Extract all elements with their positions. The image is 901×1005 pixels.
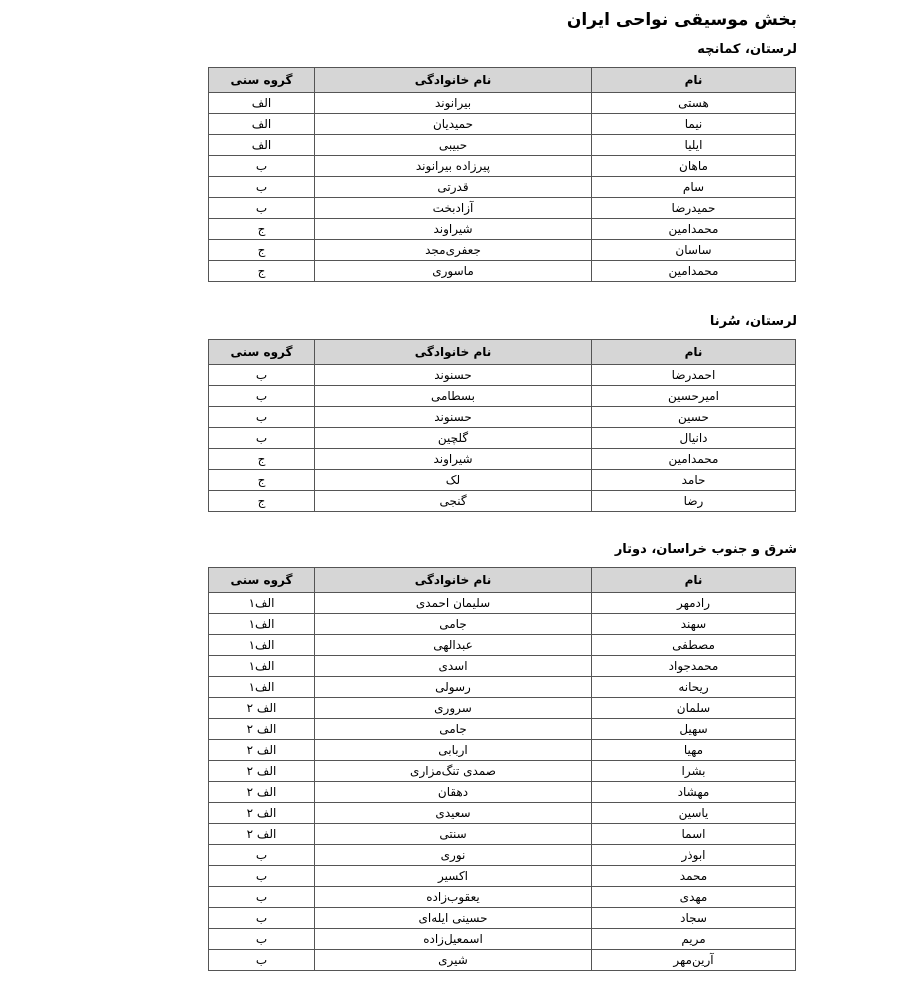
cell-age-group: الف۱ <box>209 656 315 677</box>
cell-name: رضا <box>592 491 796 512</box>
cell-age-group: ب <box>209 950 315 971</box>
cell-family: بیرانوند <box>315 93 592 114</box>
table-row <box>209 261 796 282</box>
cell-age-group: الف ۲ <box>209 803 315 824</box>
table-row <box>209 845 796 866</box>
cell-age-group: الف ۲ <box>209 698 315 719</box>
table-row <box>209 93 796 114</box>
table-row <box>209 824 796 845</box>
table-row <box>209 449 796 470</box>
cell-family: حبیبی <box>315 135 592 156</box>
cell-family: سعیدی <box>315 803 592 824</box>
cell-family: حسینی ایله‌ای <box>315 908 592 929</box>
table-row <box>209 386 796 407</box>
column-header-name: نام <box>592 68 796 93</box>
cell-age-group: الف۱ <box>209 593 315 614</box>
cell-age-group: ب <box>209 177 315 198</box>
table-row <box>209 491 796 512</box>
table-header-row <box>209 568 796 593</box>
cell-family: حسنوند <box>315 407 592 428</box>
roster-table <box>208 339 796 512</box>
roster-table <box>208 567 796 971</box>
cell-age-group: ج <box>209 491 315 512</box>
cell-age-group: ب <box>209 365 315 386</box>
cell-name: ایلیا <box>592 135 796 156</box>
cell-age-group: ج <box>209 470 315 491</box>
table-row <box>209 803 796 824</box>
table-row <box>209 407 796 428</box>
cell-age-group: ب <box>209 198 315 219</box>
cell-age-group: ب <box>209 407 315 428</box>
cell-family: گلچین <box>315 428 592 449</box>
cell-name: مهشاد <box>592 782 796 803</box>
table-row <box>209 198 796 219</box>
cell-family: آزادبخت <box>315 198 592 219</box>
cell-name: محمدامین <box>592 449 796 470</box>
cell-family: سروری <box>315 698 592 719</box>
table-row <box>209 740 796 761</box>
cell-family: صمدی تنگ‌مزاری <box>315 761 592 782</box>
cell-age-group: الف ۲ <box>209 740 315 761</box>
table-row <box>209 656 796 677</box>
cell-name: نیما <box>592 114 796 135</box>
cell-age-group: الف ۲ <box>209 782 315 803</box>
cell-age-group: ب <box>209 908 315 929</box>
cell-family: سنتی <box>315 824 592 845</box>
table-row <box>209 156 796 177</box>
column-header-family: نام خانوادگی <box>315 340 592 365</box>
document-title: بخش موسیقی نواحی ایران <box>566 10 797 30</box>
table-row <box>209 719 796 740</box>
cell-family: اکسیر <box>315 866 592 887</box>
cell-family: جامی <box>315 614 592 635</box>
cell-name: محمدامین <box>592 219 796 240</box>
table-row <box>209 470 796 491</box>
cell-name: سجاد <box>592 908 796 929</box>
cell-name: سام <box>592 177 796 198</box>
cell-family: قدرتی <box>315 177 592 198</box>
table-row <box>209 950 796 971</box>
table-row <box>209 929 796 950</box>
cell-age-group: ب <box>209 929 315 950</box>
cell-name: حامد <box>592 470 796 491</box>
cell-age-group: ب <box>209 845 315 866</box>
cell-age-group: ب <box>209 156 315 177</box>
table-row <box>209 219 796 240</box>
cell-name: بشرا <box>592 761 796 782</box>
cell-family: حسنوند <box>315 365 592 386</box>
cell-name: سلمان <box>592 698 796 719</box>
cell-family: جامی <box>315 719 592 740</box>
table-row <box>209 365 796 386</box>
cell-family: یعقوب‌زاده <box>315 887 592 908</box>
cell-age-group: ج <box>209 449 315 470</box>
cell-family: گنجی <box>315 491 592 512</box>
column-header-age-group: گروه سنی <box>209 568 315 593</box>
table-row <box>209 614 796 635</box>
cell-age-group: الف <box>209 93 315 114</box>
cell-name: محمد <box>592 866 796 887</box>
cell-family: بسطامی <box>315 386 592 407</box>
cell-family: لک <box>315 470 592 491</box>
cell-name: حمیدرضا <box>592 198 796 219</box>
cell-age-group: الف۱ <box>209 635 315 656</box>
cell-family: نوری <box>315 845 592 866</box>
cell-name: امیرحسین <box>592 386 796 407</box>
cell-name: مریم <box>592 929 796 950</box>
cell-name: رادمهر <box>592 593 796 614</box>
cell-name: یاسین <box>592 803 796 824</box>
table-row <box>209 177 796 198</box>
section-title: شرق و جنوب خراسان، دوتار <box>614 542 797 557</box>
column-header-family: نام خانوادگی <box>315 568 592 593</box>
cell-name: هستی <box>592 93 796 114</box>
cell-age-group: الف۱ <box>209 614 315 635</box>
cell-family: اربابی <box>315 740 592 761</box>
cell-age-group: الف <box>209 114 315 135</box>
cell-name: اسما <box>592 824 796 845</box>
cell-age-group: ج <box>209 240 315 261</box>
table-row <box>209 635 796 656</box>
cell-family: شیراوند <box>315 449 592 470</box>
column-header-family: نام خانوادگی <box>315 68 592 93</box>
column-header-name: نام <box>592 568 796 593</box>
cell-name: سهیل <box>592 719 796 740</box>
cell-family: شیری <box>315 950 592 971</box>
cell-age-group: الف ۲ <box>209 761 315 782</box>
cell-name: محمدجواد <box>592 656 796 677</box>
table-row <box>209 593 796 614</box>
cell-name: ریحانه <box>592 677 796 698</box>
cell-family: شیراوند <box>315 219 592 240</box>
cell-family: سلیمان احمدی <box>315 593 592 614</box>
table-row <box>209 677 796 698</box>
cell-family: اسمعیل‌زاده <box>315 929 592 950</box>
cell-family: ماسوری <box>315 261 592 282</box>
cell-age-group: الف <box>209 135 315 156</box>
table-row <box>209 908 796 929</box>
cell-age-group: الف ۲ <box>209 719 315 740</box>
cell-name: ساسان <box>592 240 796 261</box>
cell-family: اسدی <box>315 656 592 677</box>
cell-name: آرین‌مهر <box>592 950 796 971</box>
column-header-name: نام <box>592 340 796 365</box>
table-row <box>209 782 796 803</box>
table-header-row <box>209 68 796 93</box>
cell-name: ابوذر <box>592 845 796 866</box>
column-header-age-group: گروه سنی <box>209 68 315 93</box>
section-title: لرستان، سُرنا <box>709 314 797 329</box>
table-row <box>209 135 796 156</box>
cell-age-group: الف۱ <box>209 677 315 698</box>
cell-age-group: ب <box>209 866 315 887</box>
cell-name: مهیا <box>592 740 796 761</box>
table-row <box>209 114 796 135</box>
cell-age-group: ج <box>209 219 315 240</box>
cell-name: مهدی <box>592 887 796 908</box>
cell-age-group: الف ۲ <box>209 824 315 845</box>
cell-family: پیرزاده بیرانوند <box>315 156 592 177</box>
cell-name: دانیال <box>592 428 796 449</box>
column-header-age-group: گروه سنی <box>209 340 315 365</box>
section-title: لرستان، کمانچه <box>697 42 797 57</box>
cell-age-group: ج <box>209 261 315 282</box>
roster-table <box>208 67 796 282</box>
cell-name: سهند <box>592 614 796 635</box>
cell-age-group: ب <box>209 386 315 407</box>
cell-family: حمیدیان <box>315 114 592 135</box>
table-row <box>209 866 796 887</box>
table-row <box>209 761 796 782</box>
cell-name: ماهان <box>592 156 796 177</box>
cell-family: رسولی <box>315 677 592 698</box>
cell-family: عبدالهی <box>315 635 592 656</box>
cell-family: دهقان <box>315 782 592 803</box>
cell-name: مصطفی <box>592 635 796 656</box>
table-row <box>209 240 796 261</box>
table-row <box>209 887 796 908</box>
table-row <box>209 428 796 449</box>
table-row <box>209 698 796 719</box>
cell-age-group: ب <box>209 428 315 449</box>
cell-name: احمدرضا <box>592 365 796 386</box>
table-header-row <box>209 340 796 365</box>
cell-family: جعفری‌مجد <box>315 240 592 261</box>
cell-age-group: ب <box>209 887 315 908</box>
cell-name: حسین <box>592 407 796 428</box>
cell-name: محمدامین <box>592 261 796 282</box>
